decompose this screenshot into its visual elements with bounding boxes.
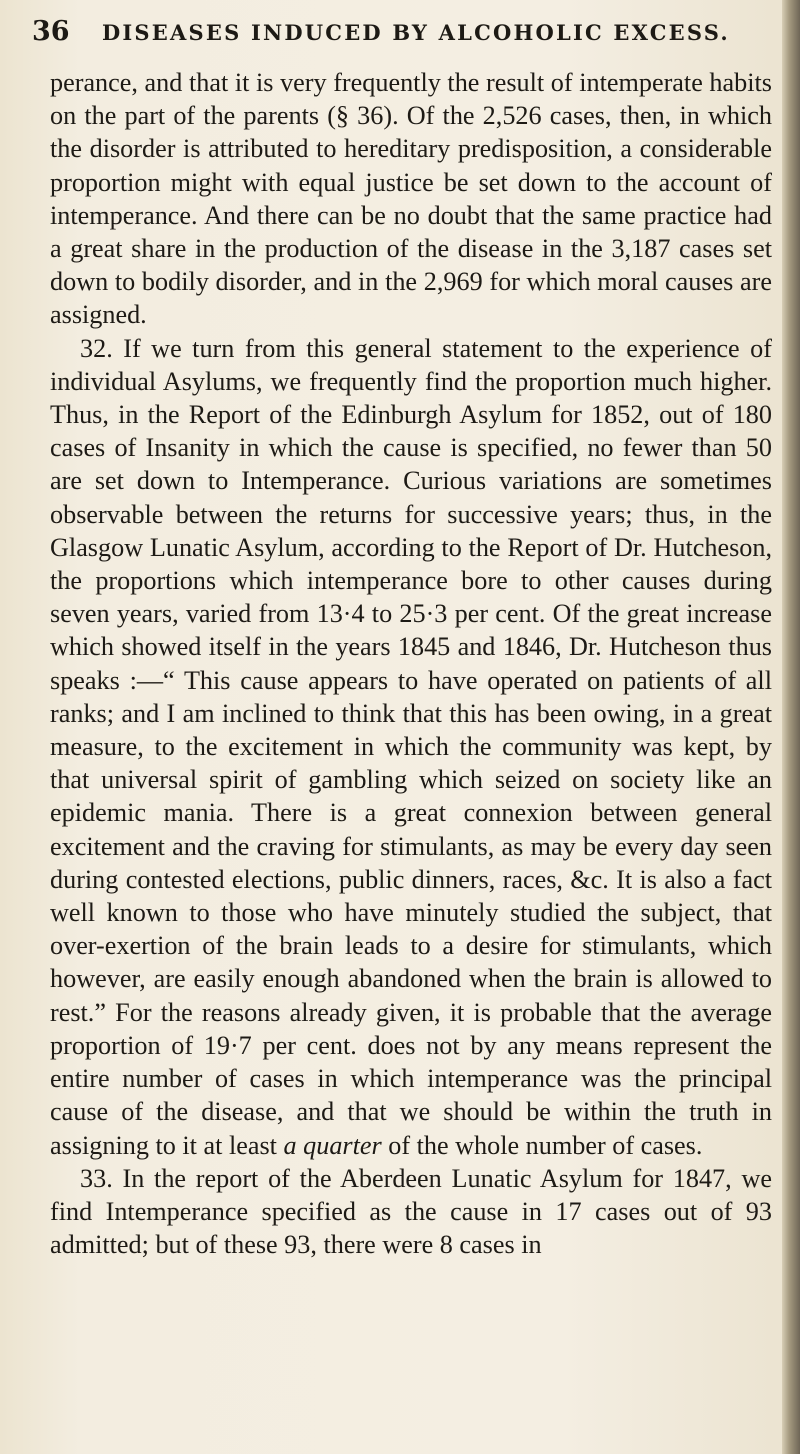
paragraph-32 [50,332,772,1162]
body-text [50,66,772,1261]
emphasis-text: a quarter [283,1130,382,1160]
paragraph-text: 32. If we turn from this general statement to the experience of individual Asylums, we frequently find the proportion much higher. Thus, in the Report of the Edinburgh Asylum for 1852, out of 180 cases of Insanity in which the cause is specified, no fewer than 50 are set down to Intemperance. Curious variations are sometimes observable between the returns for successive years; thus, in the Glasgow Lunatic Asylum, according to the Report of Dr. Hutcheson, the proportions which intemperance bore to other causes during seven years, varied from 13·4 to 25·3 per cent. Of the great increase which showed itself in the years 1845 and 1846, Dr. Hutcheson thus speaks :—“ This cause appears to have operated on patients of all ranks; and I am inclined to think that this has been owing, in a great measure, to the excitement in which the community was kept, by that universal spirit of gambling which seized on society like an epidemic mania. There is a great connexion between general excitement and the craving for stimulants, as may be every day seen during contested elections, public dinners, races, &c. It is also a fact well known to those who have minutely studied the subject, that over-exertion of the brain leads to a desire for stimulants, which however, are easily enough abandoned when the brain is allowed to rest.” For the reasons already given, it is probable that the average proportion of 19·7 per cent. does not by any means represent the entire number of cases in which intemperance was the principal cause of the disease, and that we should be within the truth in assigning to it at least [50,333,772,1160]
paragraph-text-end: of the whole number of cases. [381,1130,703,1160]
paragraph-text: perance, and that it is very frequently the result of intemperate habits on the part of the parents (§ 36). Of the 2,526 cases, then, in which the disorder is attributed to hereditary predisposition, a considerable proportion might with equal justice be set down to the account of intemperance. And there can be no doubt that the same practice had a great share in the production of the disease in the 3,187 cases set down to bodily disorder, and in the 2,969 for which moral causes are assigned. [50,68,772,330]
paragraph-text: 33. In the report of the Aberdeen Lunatic Asylum for 1847, we find Intemperance specified as the cause in 17 cases out of 93 admitted; but of these 93, there were 8 cases in [50,1163,772,1260]
paragraph-continuation [50,66,772,332]
book-spine-shadow [782,0,800,1454]
page-number: 36 [32,16,70,47]
paragraph-33 [50,1162,772,1262]
running-title: DISEASES INDUCED BY ALCOHOLIC EXCESS. [102,20,730,45]
page-header [30,14,770,48]
